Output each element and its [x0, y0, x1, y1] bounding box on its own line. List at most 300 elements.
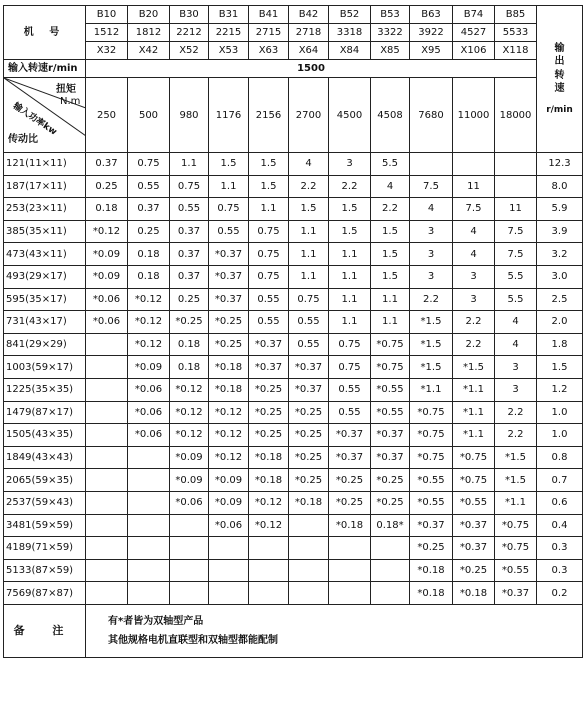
power-cell: [371, 559, 410, 582]
power-cell: 3: [410, 220, 453, 243]
model-x: X84: [329, 42, 371, 60]
model-code: 1812: [128, 24, 170, 42]
power-cell: [86, 582, 128, 605]
power-cell: 2.2: [289, 175, 329, 198]
power-cell: 1.1: [371, 288, 410, 311]
power-cell: 0.37: [170, 243, 209, 266]
power-cell: [249, 559, 289, 582]
ratio-rows: [4, 153, 583, 605]
power-cell: 2.2: [453, 311, 495, 334]
output-speed-label: 输出转速: [554, 42, 565, 95]
power-cell: *1.1: [453, 401, 495, 424]
machine-number-label: 机 号: [4, 6, 86, 60]
power-cell: *0.12: [86, 220, 128, 243]
model-x: X63: [249, 42, 289, 60]
power-cell: 0.75: [170, 175, 209, 198]
power-cell: 0.55: [289, 333, 329, 356]
table-row: [4, 356, 583, 379]
power-cell: *0.75: [410, 424, 453, 447]
power-cell: 2.2: [329, 175, 371, 198]
ratio-cell: 1003(59×17): [4, 356, 86, 379]
power-cell: 0.18: [170, 333, 209, 356]
power-cell: *0.55: [495, 559, 537, 582]
power-cell: 0.37: [170, 265, 209, 288]
power-cell: 4: [289, 153, 329, 176]
torque-value: 2156: [249, 78, 289, 153]
power-cell: [86, 514, 128, 537]
power-cell: *1.5: [495, 446, 537, 469]
model-x: X106: [453, 42, 495, 60]
power-cell: [249, 537, 289, 560]
power-cell: *0.25: [170, 311, 209, 334]
power-cell: 0.55: [329, 378, 371, 401]
power-cell: *0.18: [209, 356, 249, 379]
model-b: B85: [495, 6, 537, 24]
power-cell: *0.06: [170, 491, 209, 514]
power-cell: 1.5: [371, 220, 410, 243]
power-cell: 2.2: [453, 333, 495, 356]
power-cell: 3: [410, 265, 453, 288]
power-cell: 1.5: [371, 265, 410, 288]
power-cell: *1.1: [495, 491, 537, 514]
power-cell: *0.55: [410, 491, 453, 514]
power-cell: [209, 582, 249, 605]
power-cell: 1.1: [289, 220, 329, 243]
table-row: [4, 446, 583, 469]
ratio-cell: 187(17×11): [4, 175, 86, 198]
ratio-cell: 473(43×11): [4, 243, 86, 266]
power-cell: 0.18: [86, 198, 128, 221]
model-b: B20: [128, 6, 170, 24]
power-cell: 11: [453, 175, 495, 198]
power-cell: 1.1: [329, 311, 371, 334]
power-cell: 0.75: [329, 356, 371, 379]
torque-value: 250: [86, 78, 128, 153]
torque-label: 扭矩: [56, 84, 76, 95]
power-cell: *0.37: [249, 333, 289, 356]
power-cell: [128, 469, 170, 492]
ratio-cell: 841(29×29): [4, 333, 86, 356]
output-speed-cell: 3.2: [537, 243, 583, 266]
power-cell: *0.75: [371, 356, 410, 379]
power-cell: [289, 537, 329, 560]
model-code: 2215: [209, 24, 249, 42]
power-cell: [289, 582, 329, 605]
power-cell: *0.37: [453, 537, 495, 560]
table-row: [4, 311, 583, 334]
power-cell: 1.5: [249, 175, 289, 198]
power-cell: [128, 559, 170, 582]
power-cell: 1.5: [209, 153, 249, 176]
power-cell: *0.55: [371, 401, 410, 424]
power-cell: *0.25: [329, 491, 371, 514]
ratio-cell: 121(11×11): [4, 153, 86, 176]
power-cell: 0.37: [128, 198, 170, 221]
power-cell: *0.25: [209, 311, 249, 334]
table-row: [4, 175, 583, 198]
ratio-cell: 2537(59×43): [4, 491, 86, 514]
power-cell: [86, 356, 128, 379]
ratio-cell: 1849(43×43): [4, 446, 86, 469]
power-cell: [249, 582, 289, 605]
ratio-label: 传动比: [8, 134, 38, 145]
power-cell: 1.5: [371, 243, 410, 266]
output-speed-cell: 8.0: [537, 175, 583, 198]
torque-value: 500: [128, 78, 170, 153]
output-speed-header: [537, 6, 583, 153]
power-cell: 3: [453, 288, 495, 311]
power-cell: *1.1: [453, 378, 495, 401]
model-b: B74: [453, 6, 495, 24]
ratio-cell: 7569(87×87): [4, 582, 86, 605]
model-code: 2715: [249, 24, 289, 42]
power-cell: 1.1: [329, 243, 371, 266]
output-speed-cell: 1.5: [537, 356, 583, 379]
power-cell: 0.25: [128, 220, 170, 243]
model-x: X95: [410, 42, 453, 60]
model-code: 2212: [170, 24, 209, 42]
power-cell: 1.1: [209, 175, 249, 198]
model-code: 1512: [86, 24, 128, 42]
power-cell: *1.5: [453, 356, 495, 379]
power-cell: *0.09: [128, 356, 170, 379]
power-cell: *0.37: [209, 288, 249, 311]
power-cell: [329, 582, 371, 605]
power-cell: *0.55: [371, 378, 410, 401]
torque-value: 4508: [371, 78, 410, 153]
power-cell: *0.18: [453, 582, 495, 605]
power-cell: *0.06: [128, 424, 170, 447]
torque-value: 7680: [410, 78, 453, 153]
model-b: B42: [289, 6, 329, 24]
table-row: [4, 220, 583, 243]
output-speed-cell: 3.9: [537, 220, 583, 243]
power-cell: *0.37: [371, 424, 410, 447]
power-cell: *0.18: [329, 514, 371, 537]
power-cell: [86, 401, 128, 424]
power-cell: [170, 514, 209, 537]
power-cell: *0.37: [453, 514, 495, 537]
power-cell: 11: [495, 198, 537, 221]
power-cell: [170, 559, 209, 582]
model-b: B52: [329, 6, 371, 24]
power-cell: *0.09: [209, 491, 249, 514]
power-cell: 1.1: [289, 265, 329, 288]
remarks-row: [4, 604, 583, 657]
power-cell: *0.75: [410, 446, 453, 469]
power-cell: [86, 333, 128, 356]
power-cell: 7.5: [453, 198, 495, 221]
power-cell: [128, 582, 170, 605]
power-cell: *0.06: [86, 311, 128, 334]
power-cell: *0.25: [289, 469, 329, 492]
power-cell: [86, 537, 128, 560]
torque-value: 980: [170, 78, 209, 153]
model-b: B63: [410, 6, 453, 24]
power-cell: 3: [495, 378, 537, 401]
power-cell: [128, 537, 170, 560]
power-cell: 4: [453, 243, 495, 266]
power-cell: [86, 424, 128, 447]
input-speed-row: [4, 60, 583, 78]
output-speed-unit: r/min: [546, 104, 573, 115]
ratio-cell: 4189(71×59): [4, 537, 86, 560]
power-cell: [209, 559, 249, 582]
power-cell: *0.06: [128, 401, 170, 424]
power-cell: 3: [453, 265, 495, 288]
input-speed-label: 输入转速r/min: [4, 60, 86, 78]
table-row: [4, 469, 583, 492]
power-cell: *0.37: [209, 265, 249, 288]
power-cell: *0.25: [209, 333, 249, 356]
model-code: 4527: [453, 24, 495, 42]
power-cell: [495, 175, 537, 198]
power-cell: [410, 153, 453, 176]
power-cell: *0.18: [249, 469, 289, 492]
power-cell: *0.75: [453, 446, 495, 469]
remarks-label: 备 注: [4, 604, 86, 657]
power-cell: 0.55: [209, 220, 249, 243]
power-cell: *1.5: [410, 356, 453, 379]
output-speed-cell: 2.0: [537, 311, 583, 334]
power-cell: *0.55: [410, 469, 453, 492]
power-cell: *0.12: [170, 378, 209, 401]
power-cell: 0.75: [249, 220, 289, 243]
power-cell: 1.1: [170, 153, 209, 176]
power-cell: [495, 153, 537, 176]
model-b: B10: [86, 6, 128, 24]
output-speed-cell: 5.9: [537, 198, 583, 221]
model-x: X85: [371, 42, 410, 60]
model-x: X64: [289, 42, 329, 60]
model-b: B53: [371, 6, 410, 24]
torque-value: 4500: [329, 78, 371, 153]
power-cell: *0.25: [249, 378, 289, 401]
power-cell: 2.2: [410, 288, 453, 311]
power-cell: 0.18: [128, 265, 170, 288]
power-cell: [128, 491, 170, 514]
power-cell: 1.5: [329, 198, 371, 221]
header-row-code: [4, 24, 583, 42]
model-b: B30: [170, 6, 209, 24]
table-row: [4, 491, 583, 514]
output-speed-cell: 0.7: [537, 469, 583, 492]
model-x: X32: [86, 42, 128, 60]
table-row: [4, 514, 583, 537]
ratio-cell: 1225(35×35): [4, 378, 86, 401]
power-cell: *0.75: [410, 401, 453, 424]
model-x: X42: [128, 42, 170, 60]
output-speed-cell: 1.0: [537, 424, 583, 447]
power-cell: *0.06: [128, 378, 170, 401]
power-cell: *0.25: [289, 424, 329, 447]
table-row: [4, 288, 583, 311]
power-cell: *0.18: [410, 559, 453, 582]
power-cell: 0.18: [128, 243, 170, 266]
power-cell: 0.55: [128, 175, 170, 198]
power-cell: *0.25: [371, 491, 410, 514]
power-cell: [128, 446, 170, 469]
power-cell: 7.5: [495, 220, 537, 243]
power-cell: 5.5: [371, 153, 410, 176]
power-cell: 2.2: [495, 401, 537, 424]
output-speed-cell: 1.8: [537, 333, 583, 356]
model-code: 5533: [495, 24, 537, 42]
power-cell: 1.5: [289, 198, 329, 221]
power-cell: *0.25: [249, 401, 289, 424]
header-row-model: [4, 6, 583, 24]
table-row: [4, 333, 583, 356]
power-cell: [371, 582, 410, 605]
power-cell: *0.75: [495, 514, 537, 537]
power-cell: *0.18: [289, 491, 329, 514]
table-row: [4, 582, 583, 605]
power-cell: 5.5: [495, 265, 537, 288]
output-speed-cell: 0.3: [537, 537, 583, 560]
power-cell: *1.5: [495, 469, 537, 492]
power-cell: 0.25: [86, 175, 128, 198]
power-cell: *1.1: [410, 378, 453, 401]
power-cell: 0.75: [329, 333, 371, 356]
power-cell: *0.37: [495, 582, 537, 605]
power-cell: 2.2: [371, 198, 410, 221]
ratio-cell: 731(43×17): [4, 311, 86, 334]
table-row: [4, 265, 583, 288]
power-cell: 3: [495, 356, 537, 379]
model-x: X53: [209, 42, 249, 60]
power-cell: [86, 378, 128, 401]
power-cell: [329, 559, 371, 582]
ratio-cell: 1479(87×17): [4, 401, 86, 424]
power-cell: *0.55: [453, 491, 495, 514]
power-cell: 4: [495, 333, 537, 356]
power-cell: *0.12: [249, 491, 289, 514]
model-code: 2718: [289, 24, 329, 42]
power-cell: 3: [410, 243, 453, 266]
power-cell: *0.06: [209, 514, 249, 537]
power-cell: *0.37: [289, 356, 329, 379]
power-cell: *0.12: [170, 401, 209, 424]
torque-value: 11000: [453, 78, 495, 153]
power-cell: [453, 153, 495, 176]
ratio-cell: 493(29×17): [4, 265, 86, 288]
power-cell: *0.37: [410, 514, 453, 537]
model-x: X118: [495, 42, 537, 60]
power-cell: 0.37: [170, 220, 209, 243]
model-code: 3322: [371, 24, 410, 42]
power-cell: *1.5: [410, 311, 453, 334]
power-cell: *0.18: [410, 582, 453, 605]
power-cell: 2.2: [495, 424, 537, 447]
power-cell: 7.5: [495, 243, 537, 266]
power-cell: *0.12: [128, 311, 170, 334]
power-cell: 1.1: [329, 288, 371, 311]
power-cell: [128, 514, 170, 537]
power-cell: 0.55: [329, 401, 371, 424]
power-cell: *0.18: [249, 446, 289, 469]
power-cell: 1.5: [249, 153, 289, 176]
power-cell: 0.55: [249, 311, 289, 334]
table-row: [4, 401, 583, 424]
spec-table-container: [3, 5, 582, 658]
power-cell: [289, 559, 329, 582]
power-cell: 0.37: [86, 153, 128, 176]
remark-line-2: 其他规格电机直联型和双轴型都能配制: [108, 634, 278, 646]
table-row: [4, 424, 583, 447]
power-cell: *1.1: [453, 424, 495, 447]
power-cell: 4: [453, 220, 495, 243]
power-cell: *0.09: [170, 469, 209, 492]
power-cell: *0.09: [209, 469, 249, 492]
power-cell: *0.25: [371, 469, 410, 492]
power-cell: *0.37: [329, 424, 371, 447]
ratio-cell: 2065(59×35): [4, 469, 86, 492]
output-speed-cell: 1.0: [537, 401, 583, 424]
power-cell: 7.5: [410, 175, 453, 198]
power-cell: [289, 514, 329, 537]
power-cell: *0.12: [128, 288, 170, 311]
power-cell: *0.25: [329, 469, 371, 492]
power-cell: *0.09: [86, 265, 128, 288]
power-cell: 4: [410, 198, 453, 221]
remarks-text: [86, 604, 583, 657]
output-speed-cell: 3.0: [537, 265, 583, 288]
power-cell: *0.06: [86, 288, 128, 311]
power-cell: *0.75: [371, 333, 410, 356]
power-cell: *0.12: [170, 424, 209, 447]
power-cell: *0.12: [249, 514, 289, 537]
power-cell: 3: [329, 153, 371, 176]
table-row: [4, 559, 583, 582]
power-cell: *0.12: [209, 446, 249, 469]
output-speed-cell: 0.2: [537, 582, 583, 605]
output-speed-cell: 12.3: [537, 153, 583, 176]
power-cell: *0.12: [128, 333, 170, 356]
output-speed-cell: 0.4: [537, 514, 583, 537]
output-speed-cell: 1.2: [537, 378, 583, 401]
model-code: 3318: [329, 24, 371, 42]
power-cell: *0.25: [289, 401, 329, 424]
power-cell: 0.55: [249, 288, 289, 311]
power-cell: *0.12: [209, 424, 249, 447]
power-cell: *0.37: [209, 243, 249, 266]
power-cell: [86, 491, 128, 514]
power-cell: 1.1: [329, 265, 371, 288]
power-cell: *0.37: [329, 446, 371, 469]
model-b: B31: [209, 6, 249, 24]
power-cell: 5.5: [495, 288, 537, 311]
remark-line-1: 有*者皆为双轴型产品: [108, 615, 204, 627]
table-row: [4, 537, 583, 560]
power-cell: 1.5: [329, 220, 371, 243]
power-cell: [86, 559, 128, 582]
power-cell: *0.09: [86, 243, 128, 266]
power-cell: 0.18: [170, 356, 209, 379]
power-cell: 4: [495, 311, 537, 334]
ratio-cell: 595(35×17): [4, 288, 86, 311]
power-cell: 0.75: [209, 198, 249, 221]
torque-value: 1176: [209, 78, 249, 153]
power-cell: *0.25: [410, 537, 453, 560]
input-speed-value: 1500: [86, 60, 537, 78]
power-cell: *0.09: [170, 446, 209, 469]
power-cell: 0.18*: [371, 514, 410, 537]
power-cell: [86, 446, 128, 469]
table-row: [4, 243, 583, 266]
output-speed-cell: 0.8: [537, 446, 583, 469]
torque-row: [4, 78, 583, 153]
ratio-cell: 253(23×11): [4, 198, 86, 221]
